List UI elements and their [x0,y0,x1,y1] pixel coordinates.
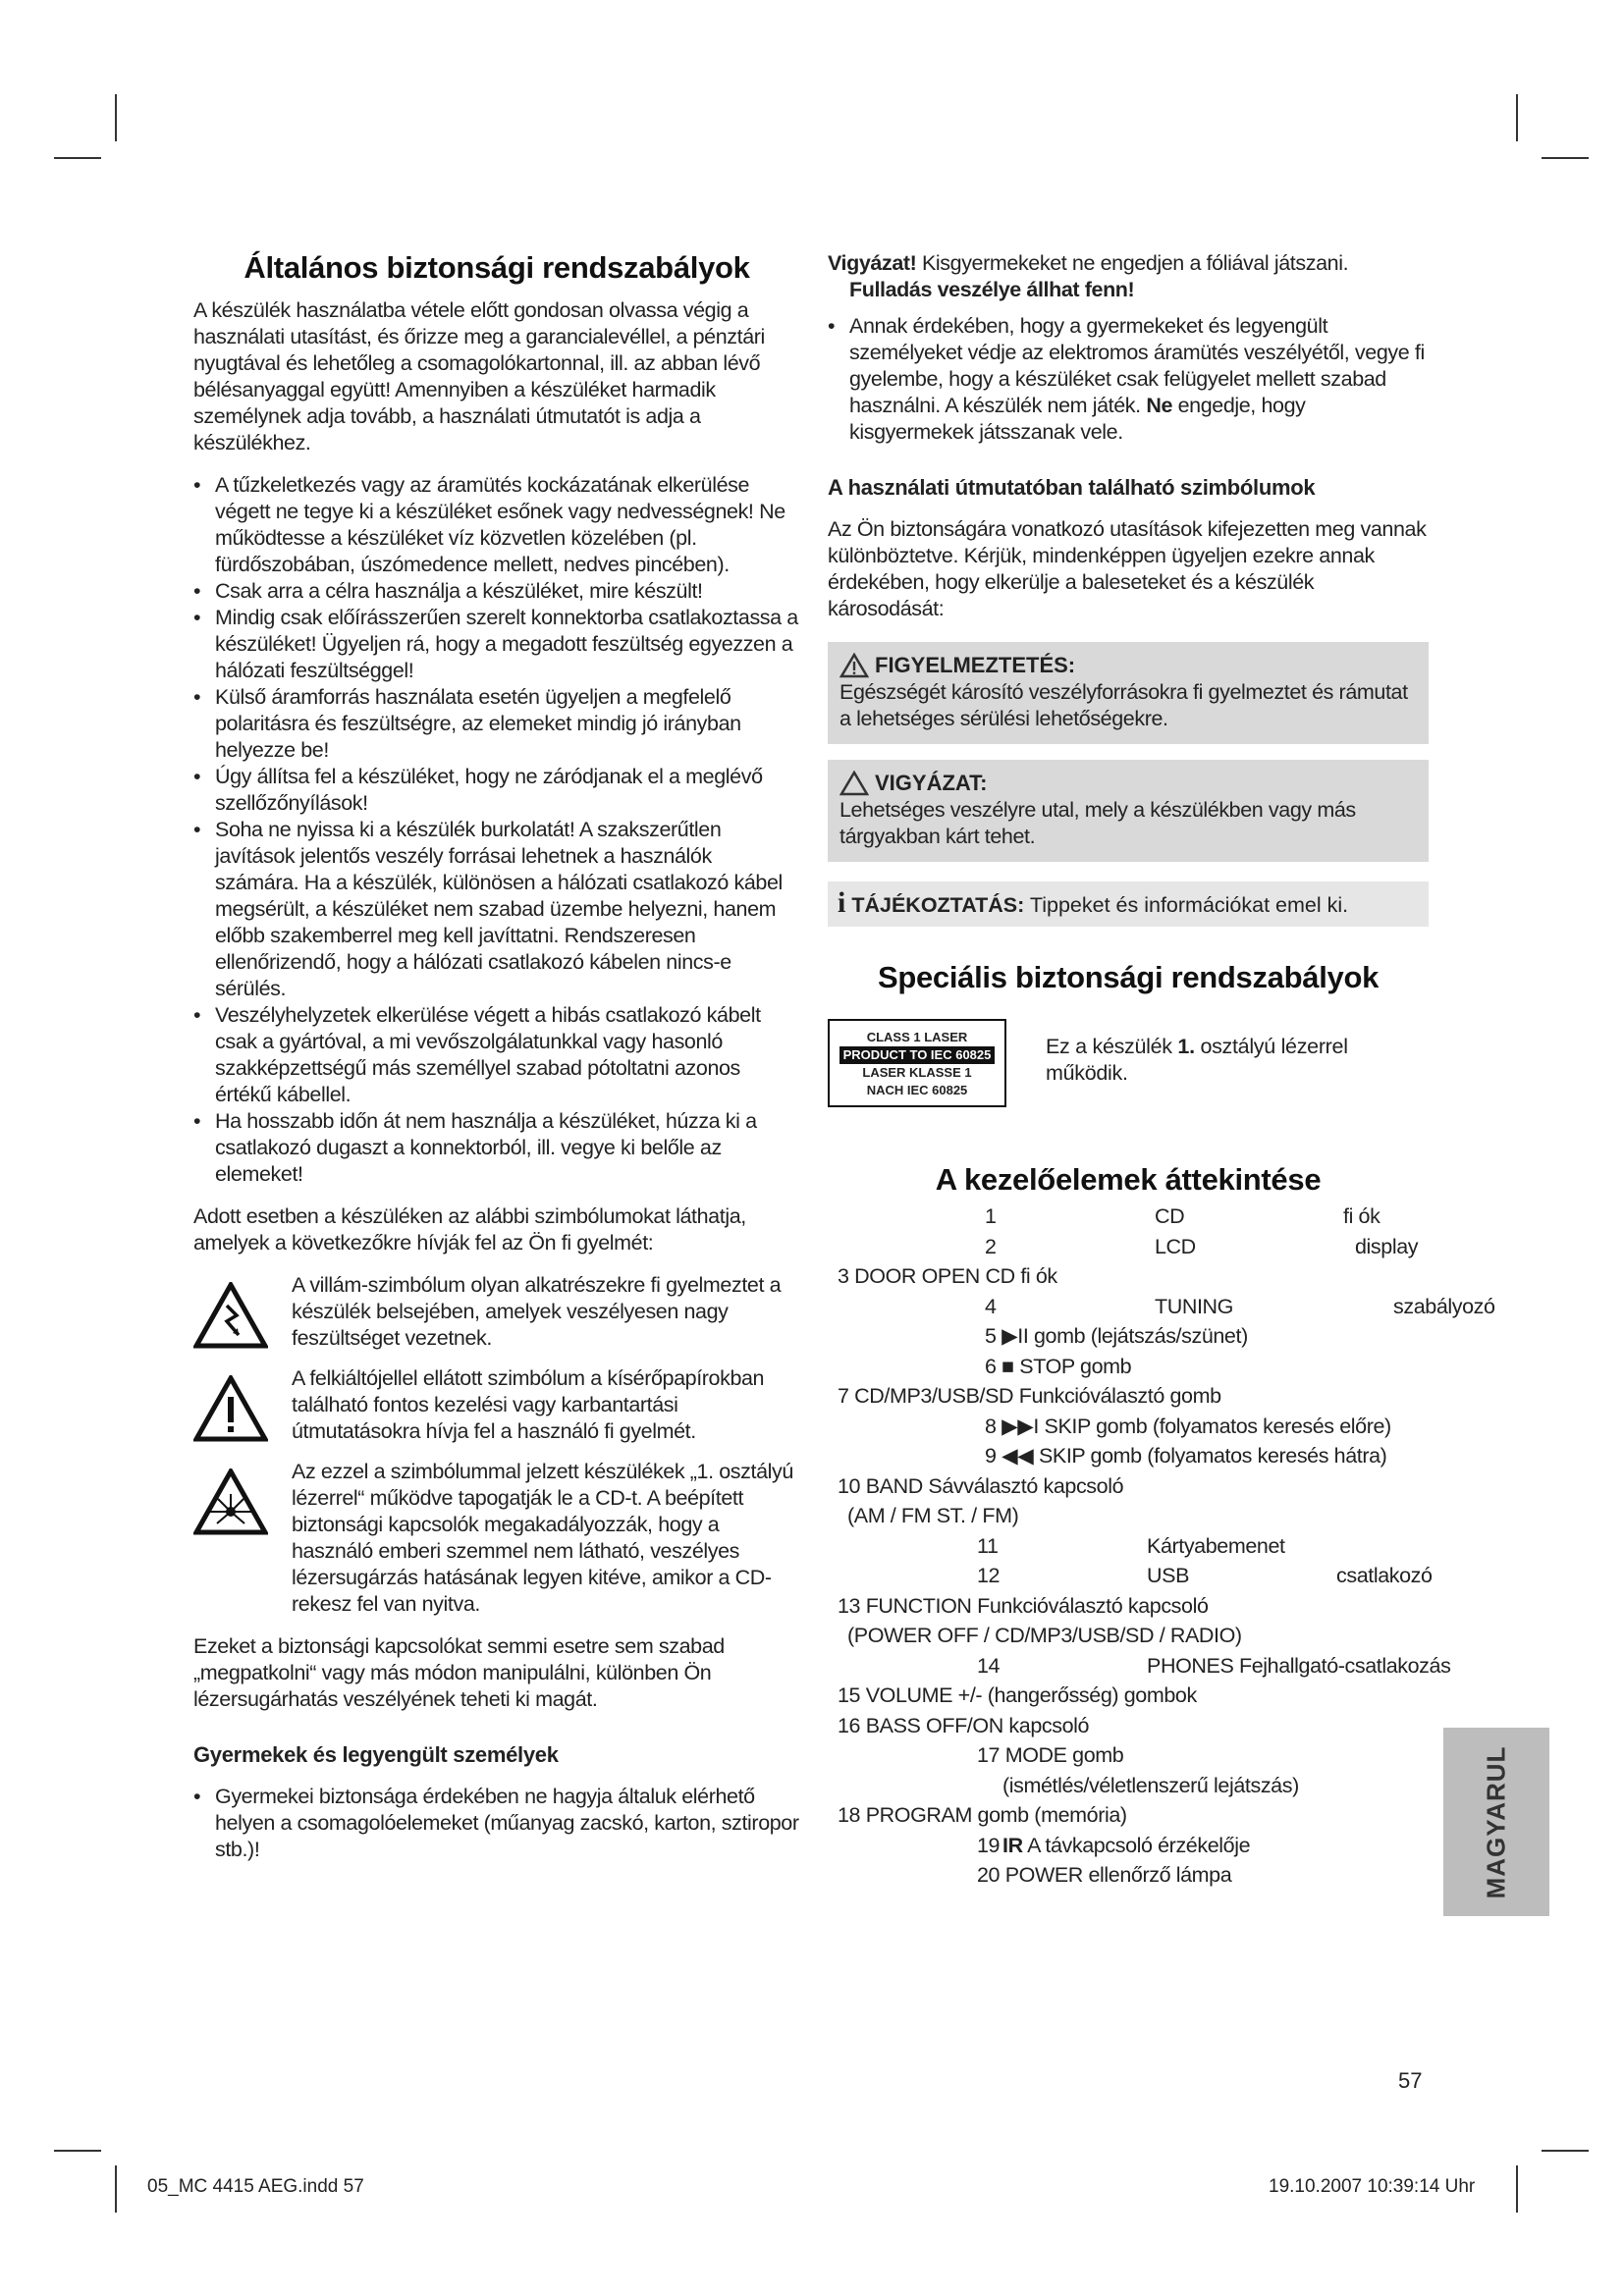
ctl-desc: display [1355,1234,1419,1258]
list-item [828,1711,1429,1741]
left-column [193,250,800,1879]
ctl-text: 13 FUNCTION Funkcióválasztó kapcsoló [838,1593,1209,1618]
ctl-text: 18 PROGRAM gomb (memória) [838,1803,1127,1827]
crop-mark [1542,157,1589,159]
laser-text-a: Ez a készülék [1046,1035,1178,1058]
list-item [828,1561,1433,1591]
ctl-name: Kártyabemenet [1147,1533,1285,1558]
symbols-intro: Adott esetben a készüléken az alábbi szimbólumokat láthatja, amelyek a következőkre hívják fel az Ön fi gyelmét: [193,1204,746,1255]
ctl-num: 1 [985,1204,997,1228]
list-item [828,1771,1429,1801]
ctl-name: CD [1155,1204,1185,1228]
caution-label: Vigyázat! [828,251,917,275]
controls-list [828,1201,1495,1891]
list-item: • Mindig csak előírásszerűen szerelt konnektorba csatlakoztassa a készüléket! Ügyeljen rá, hogy a megadott feszültség egyezzen a hálózati feszültséggel! [193,605,800,684]
list-item [828,1800,1429,1831]
list-item: • Ha hosszabb időn át nem használja a készüléket, húzza ki a csatlakozó dugaszt a konnektorból, ill. vegye ki belőle az elemeket! [193,1108,800,1188]
right-column [828,250,1495,1891]
list-item [828,1441,1429,1471]
ctl-num: 19 [977,1833,1001,1857]
footer-file: 05_MC 4415 AEG.indd 57 [147,2176,364,2197]
symbol-row [193,1272,800,1354]
list-item: • A tűzkeletkezés vagy az áramütés kockázatának elkerülése végett ne tegye ki a készüléket esőnek vagy nedvességnek! Ne működtesse a készüléket víz közvetlen közelében (pl. fürdőszobában, úszómedence mellett, nedves pincében). [193,472,800,578]
ctl-desc: A távkapcsoló érzékelője [1022,1833,1251,1857]
exclamation-warning-icon [193,1365,292,1447]
warning-triangle-icon [839,653,869,678]
ctl-text: 8 ▶▶I SKIP gomb (folyamatos keresés előre) [985,1414,1391,1438]
list-item [828,1261,1429,1292]
laser-label-line: CLASS 1 LASER [866,1030,968,1044]
ctl-name: TUNING [1155,1294,1234,1318]
ctl-ir: IR [1002,1833,1023,1857]
list-item: • Külső áramforrás használata esetén ügyeljen a megfelelő polaritásra és feszültségre, az elemeket mindig jó irányban helyezze be! [193,684,800,764]
crop-mark [115,2165,117,2213]
list-item [828,313,1429,446]
safety-switch-note: Ezeket a biztonsági kapcsolókat semmi esetre sem szabad „megpatkolni“ vagy más módon manipulálni, különben Ön lézersugárhatás veszélyének teheti ki magát. [193,1634,725,1711]
protect-text-b: engedje, hogy kisgyermekek játsszanak vele. [849,394,1306,444]
laser-class-text [1046,1034,1380,1087]
caution-head [839,770,1417,797]
laser-class-label [828,1019,1006,1107]
ctl-text: 20 POWER ellenőrző lámpa [977,1863,1232,1887]
caution-bold: Fulladás veszélye állhat fenn! [849,278,1135,301]
info-title: TÁJÉKOZTATÁS: [851,893,1025,917]
warning-text: Egészségét károsító veszélyforrásokra fi gyelmeztet és rámutat a lehetséges sérülési lehetőségekre. [839,680,1408,730]
symbol-row [193,1365,800,1447]
info-icon: i [838,886,846,919]
ctl-text: (AM / FM ST. / FM) [847,1504,1019,1527]
symbol-text: Az ezzel a szimbólummal jelzett készülékek „1. osztályú lézerrel“ működve tapogatják le a CD-t. A beépített biztonsági kapcsolók megakadályozzák, hogy a használó emberi szemmel nem látható, veszélyes lézersugárzás hatásának legyen kitéve, amikor a CD-rekesz fel van nyitva. [292,1460,793,1616]
ctl-num: 14 [977,1653,1001,1678]
laser-label-line: NACH IEC 60825 [866,1083,968,1097]
ctl-name: LCD [1155,1234,1196,1258]
info-text: Tippeket és információkat emel ki. [1024,893,1349,917]
caution-box-text: Lehetséges veszélyre utal, mely a készülékben vagy más tárgyakban kárt tehet. [839,798,1356,848]
warning-title: FIGYELMEZTETÉS: [875,653,1076,677]
footer-datetime: 19.10.2007 10:39:14 Uhr [1269,2176,1476,2197]
list-item: • Úgy állítsa fel a készüléket, hogy ne záródjanak el a meglévő szellőzőnyílások! [193,764,800,817]
list-item [828,1352,1429,1382]
laser-class-row [828,1013,1429,1107]
language-tab [1443,1728,1549,1916]
crop-mark [54,157,101,159]
list-item [828,1501,1429,1531]
ctl-desc: csatlakozó [1336,1564,1433,1587]
list-item [828,1591,1429,1622]
safety-bullet-list [193,472,800,1188]
laser-warning-icon [193,1459,292,1618]
ctl-num: 2 [985,1234,997,1258]
laser-text-b: 1. [1177,1035,1195,1058]
crop-mark [1516,2165,1518,2213]
list-item: • Gyermekei biztonsága érdekében ne hagyja általuk elérhető helyen a csomagolóelemeket (műanyag zacskó, karton, sztiropor stb.)! [193,1784,800,1863]
warning-box [828,642,1429,744]
ctl-text: 6 ■ STOP gomb [985,1354,1132,1378]
symbol-row [193,1459,800,1618]
symbols-heading: A használati útmutatóban található szimbólumok [828,475,1316,500]
ctl-num: 4 [985,1294,997,1318]
list-item [828,1471,1429,1502]
protection-bullet-list [828,313,1429,446]
ctl-text: 7 CD/MP3/USB/SD Funkcióválasztó gomb [838,1384,1221,1408]
caution-box [828,760,1429,862]
protect-ne: Ne [1146,394,1173,417]
foil-caution [828,250,1429,303]
list-item [828,1412,1429,1442]
list-item [828,1621,1429,1651]
caution-triangle-icon [839,771,869,796]
list-item: • Veszélyhelyzetek elkerülése végett a hibás csatlakozó kábelt csak a gyártóval, a mi vevőszolgálatunkkal vagy hasonló szakképzettségű más személlyel szabad pótoltatni azonos értékű kábellel. [193,1002,800,1108]
symbol-text: A felkiáltójellel ellátott szimbólum a kísérőpapírokban található fontos kezelési vagy karbantartási útmutatásokra hívja fel a használó fi gyelmét. [292,1366,765,1443]
caution-box-title: VIGYÁZAT: [875,771,988,795]
ctl-num: 11 [977,1533,999,1558]
list-item [828,1292,1495,1322]
ctl-desc: fi ók [1343,1204,1380,1228]
list-item: • Csak arra a célra használja a készüléket, mire készült! [193,578,800,605]
info-box [828,881,1429,927]
caution-text: Kisgyermekeket ne engedjen a fóliával játszani. [916,251,1349,275]
page-number: 57 [1398,2068,1423,2093]
ctl-num: 12 [977,1564,1001,1587]
ctl-name: PHONES Fejhallgató-csatlakozás [1147,1653,1451,1678]
crop-mark [54,2150,101,2152]
children-heading: Gyermekek és legyengült személyek [193,1742,559,1767]
crop-mark [115,94,117,141]
ctl-text: (ismétlés/véletlenszerű lejátszás) [1002,1773,1299,1797]
ctl-text: 3 DOOR OPEN CD fi ók [838,1264,1057,1288]
list-item [828,1860,1429,1891]
ctl-text: (POWER OFF / CD/MP3/USB/SD / RADIO) [847,1624,1242,1647]
list-item [828,1321,1429,1352]
children-bullet-list [193,1784,800,1863]
crop-mark [1542,2150,1589,2152]
laser-text-c: osztályú lézerrel működik. [1046,1035,1348,1085]
language-tab-label-wrap [1445,1728,1547,1916]
lightning-warning-icon [193,1272,292,1354]
list-item [828,1740,1429,1771]
list-item [828,1381,1429,1412]
ctl-name: USB [1147,1564,1190,1587]
list-item [828,1201,1429,1232]
laser-label-line: PRODUCT TO IEC 60825 [839,1046,996,1064]
ctl-desc: szabályozó [1393,1294,1495,1318]
list-item [828,1651,1451,1682]
crop-mark [1516,94,1518,141]
language-tab-label: MAGYARUL [1481,1745,1511,1898]
ctl-text: 15 VOLUME +/- (hangerősség) gombok [838,1683,1197,1707]
ctl-text: 10 BAND Sávválasztó kapcsoló [838,1473,1124,1498]
special-safety-title: Speciális biztonsági rendszabályok [877,960,1380,994]
controls-overview-title: A kezelőelemek áttekintése [935,1162,1322,1197]
intro-paragraph: A készülék használatba vétele előtt gondosan olvassa végig a használati utasítást, és őrizze meg a garancialevéllel, a pénztári nyugtával és lehetőleg a csomagolókartonnal, ill. az abban lévő bélésanyaggal együtt! Amennyiben a készüléket harmadik személynek adja tovább, a használati útmutatót is adja a készülékhez. [193,298,765,454]
ctl-text: 5 ▶II gomb (lejátszás/szünet) [985,1324,1248,1348]
list-item [828,1232,1429,1262]
ctl-text [1002,1831,1250,1861]
general-safety-title: Általános biztonsági rendszabályok [244,250,750,285]
list-item: • Soha ne nyissa ki a készülék burkolatát! A szakszerűtlen javítások jelentős veszély forrásai lehetnek a használók számára. Ha a készülék, különösen a hálózati csatlakozó kábel megsérült, a készüléket nem szabad üzembe helyezni, hanem előbb szakemberrel meg kell javíttatni. Rendszeresen ellenőrizendő, hogy a hálózati csatlakozó kábelen nincs-e sérülés. [193,817,800,1002]
laser-label-line: LASER KLASSE 1 [862,1065,972,1080]
list-item [828,1531,1429,1562]
list-item [828,1831,1429,1861]
ctl-text: 9 ◀◀ SKIP gomb (folyamatos keresés hátra) [985,1444,1387,1468]
symbol-text: A villám-szimbólum olyan alkatrészekre fi gyelmeztet a készülék belsejében, amelyek veszélyesen nagy feszültséget vezetnek. [292,1273,782,1350]
ctl-text: 16 BASS OFF/ON kapcsoló [838,1713,1090,1737]
protect-text: Annak érdekében, hogy a gyermekeket és legyengült személyeket védje az elektromos áramütés veszélyétől, vegye fi gyelembe, hogy a készüléket csak felügyelet mellett szabad használni. A készülék nem játék. [849,314,1425,417]
ctl-text: 17 MODE gomb [977,1743,1124,1767]
warning-head [839,652,1417,679]
list-item [828,1681,1429,1711]
symbols-intro-right: Az Ön biztonságára vonatkozó utasítások kifejezetten meg vannak különböztetve. Kérjük, mindenképpen ügyeljen ezekre annak érdekében, hogy elkerülje a baleseteket és a készülék károsodását: [828,517,1427,620]
